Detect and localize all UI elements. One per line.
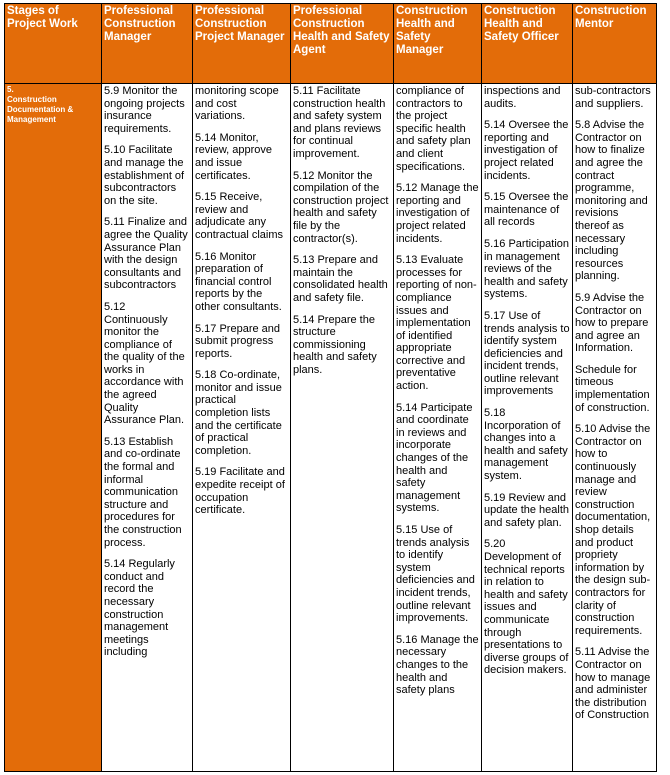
duty-item: 5.16 Monitor preparation of financial control reports by the other consultants. [195,250,282,313]
duty-item: 5.16 Participation in management reviews of the health and safety systems. [484,237,569,301]
duty-item: inspections and audits. [484,85,561,110]
duty-item: 5.8 Advise the Contractor on how to finalize and agree the contract programme, monitoring and revisions thereof as necessary including resources planning. [575,119,648,283]
col-health-safety-manager [394,84,482,772]
duty-item: 5.20 Development of technical reports in relation to health and safety issues and communicate through presentations to diverse groups of decision makers. [484,538,569,677]
duty-item: 5.14 Participate and coordinate in reviews and incorporate changes of the health and safety management systems. [396,401,473,515]
duty-item: 5.12 Continuously monitor the compliance of the quality of the works in accordance with the agreed Quality Assurance Plan. [104,300,185,427]
duty-item: 5.15 Oversee the maintenance of all records [484,191,569,229]
col-health-safety-agent [291,84,394,772]
col-health-safety-officer [482,84,573,772]
duty-item: 5.11 Finalize and agree the Quality Assurance Plan with the design consultants and subcontractors [104,216,188,292]
header-row [5,4,657,84]
duty-item: 5.14 Oversee the reporting and investigation of project related incidents. [484,119,569,182]
header-construction-project-manager: Professional Construction Project Manager [193,4,291,84]
duty-item: compliance of contractors to the project specific health and safety plan and client specifications. [396,85,471,173]
duty-item: 5.15 Use of trends analysis to identify system deficiencies and incident trends, outline relevant improvements. [396,524,475,625]
duty-item: 5.11 Facilitate construction health and safety system and plans reviews for continual improvement. [293,85,386,160]
duty-item: Schedule for timeous implementation of construction. [575,363,650,414]
duty-item: 5.18 Incorporation of changes into a health and safety management system. [484,407,568,483]
duty-item: 5.14 Prepare the structure commissioning health and safety plans. [293,313,377,376]
duty-item: 5.15 Receive, review and adjudicate any contractual claims [195,191,284,241]
header-construction-manager: Professional Construction Manager [102,4,193,84]
stage-row [5,84,657,772]
project-stages-table [4,3,657,772]
duty-item: 5.14 Monitor, review, approve and issue certificates. [195,131,273,182]
stage-label: Construction Documentation & Management [7,95,74,124]
duty-item: 5.10 Facilitate and manage the establishment of subcontractors on the site. [104,144,185,207]
duty-item: 5.10 Advise the Contractor on how to continuously manage and review construction documentation, shop details and product propriety information by the design sub-contractors for clarity of construction requirements. [575,423,651,637]
stage-cell [5,84,102,772]
duty-item: 5.9 Advise the Contractor on how to prepare and agree an Information. [575,291,649,355]
duty-item: 5.17 Prepare and submit progress reports. [195,322,281,360]
duty-item: monitoring scope and cost variations. [195,85,279,123]
document-page [4,3,657,772]
duty-item: 5.12 Monitor the compilation of the construction project health and safety file by the contractor(s). [293,169,389,245]
duty-item: 5.14 Regularly conduct and record the necessary construction management meetings including [104,558,175,659]
duty-item: 5.18 Co-ordinate, monitor and issue practical completion lists and the certificate of practical completion. [195,369,282,457]
header-health-safety-manager: Construction Health and Safety Manager [394,4,482,84]
duty-item: 5.16 Manage the necessary changes to the health and safety plans [396,633,479,697]
stage-number: 5. [7,85,14,94]
header-construction-mentor: Construction Mentor [573,4,657,84]
duty-item: sub-contractors and suppliers. [575,85,651,110]
duty-item: 5.12 Manage the reporting and investigation of project related incidents. [396,182,479,245]
col-construction-project-manager [193,84,291,772]
duty-item: 5.17 Use of trends analysis to identify system deficiencies and incident trends, outline relevant improvements [484,309,570,398]
duty-item: 5.9 Monitor the ongoing projects insurance requirements. [104,85,185,135]
col-construction-manager [102,84,193,772]
col-construction-mentor [573,84,657,772]
header-health-safety-agent: Professional Construction Health and Safety Agent [291,4,394,84]
duty-item: 5.11 Advise the Contractor on how to manage and administer the distribution of Construction [575,646,651,722]
duty-item: 5.13 Establish and co-ordinate the formal and informal communication structure and procedures for the construction process. [104,435,182,549]
duty-item: 5.13 Evaluate processes for reporting of non-compliance issues and implementation of identified appropriate corrective and preventative action. [396,254,477,393]
duty-item: 5.19 Facilitate and expedite receipt of occupation certificate. [195,466,285,517]
duty-item: 5.13 Prepare and maintain the consolidated health and safety file. [293,254,388,304]
duty-item: 5.19 Review and update the health and safety plan. [484,491,570,529]
header-health-safety-officer: Construction Health and Safety Officer [482,4,573,84]
header-stages: Stages of Project Work [5,4,102,84]
